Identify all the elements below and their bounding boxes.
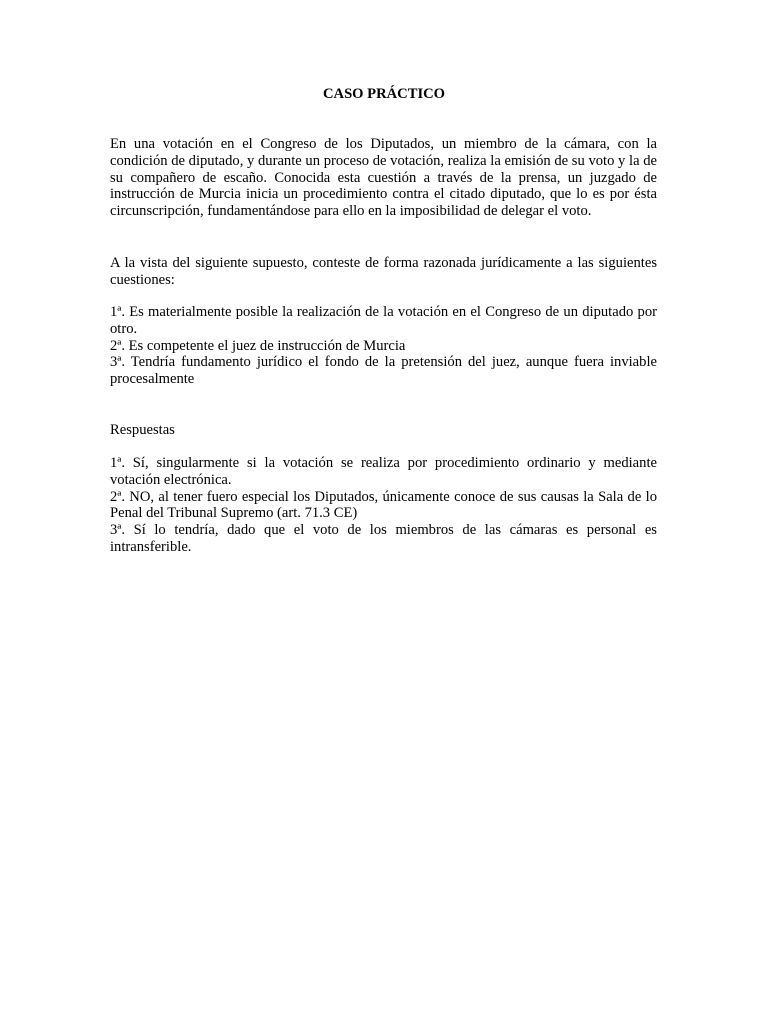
question-2: 2ª. Es competente el juez de instrucción de Murcia	[110, 337, 406, 354]
answer-3: 3ª. Sí lo tendría, dado que el voto de los miembros de las cámaras es personal es intransferible.	[110, 522, 657, 555]
document-title: CASO PRÁCTICO	[322, 86, 446, 102]
case-description: En una votación en el Congreso de los Diputados, un miembro de la cámara, con la condición de diputado, y durante un proceso de votación, realiza la emisión de su voto y la de su compañero de escaño. Conocida esta cuestión a través de la prensa, un juzgado de instrucción de Murcia inicia un procedimiento contra el citado diputado, que lo es por ésta circunscripción, fundamentándose para ello en la imposibilidad de delegar el voto.	[110, 136, 657, 220]
answers-list	[110, 455, 657, 556]
answers-heading: Respuestas	[110, 422, 175, 438]
answer-1: 1ª. Sí, singularmente si la votación se realiza por procedimiento ordinario y mediante votación electrónica.	[110, 455, 657, 488]
question-3: 3ª. Tendría fundamento jurídico el fondo de la pretensión del juez, aunque fuera inviable procesalmente	[110, 354, 657, 388]
question-1: 1ª. Es materialmente posible la realización de la votación en el Congreso de un diputado por otro.	[110, 304, 657, 337]
answer-2: 2ª. NO, al tener fuero especial los Diputados, únicamente conoce de sus causas la Sala de lo Penal del Tribunal Supremo (art. 71.3 CE)	[110, 488, 657, 522]
questions-list	[110, 304, 657, 388]
case-instruction: A la vista del siguiente supuesto, conteste de forma razonada jurídicamente a las siguientes cuestiones:	[110, 255, 657, 288]
